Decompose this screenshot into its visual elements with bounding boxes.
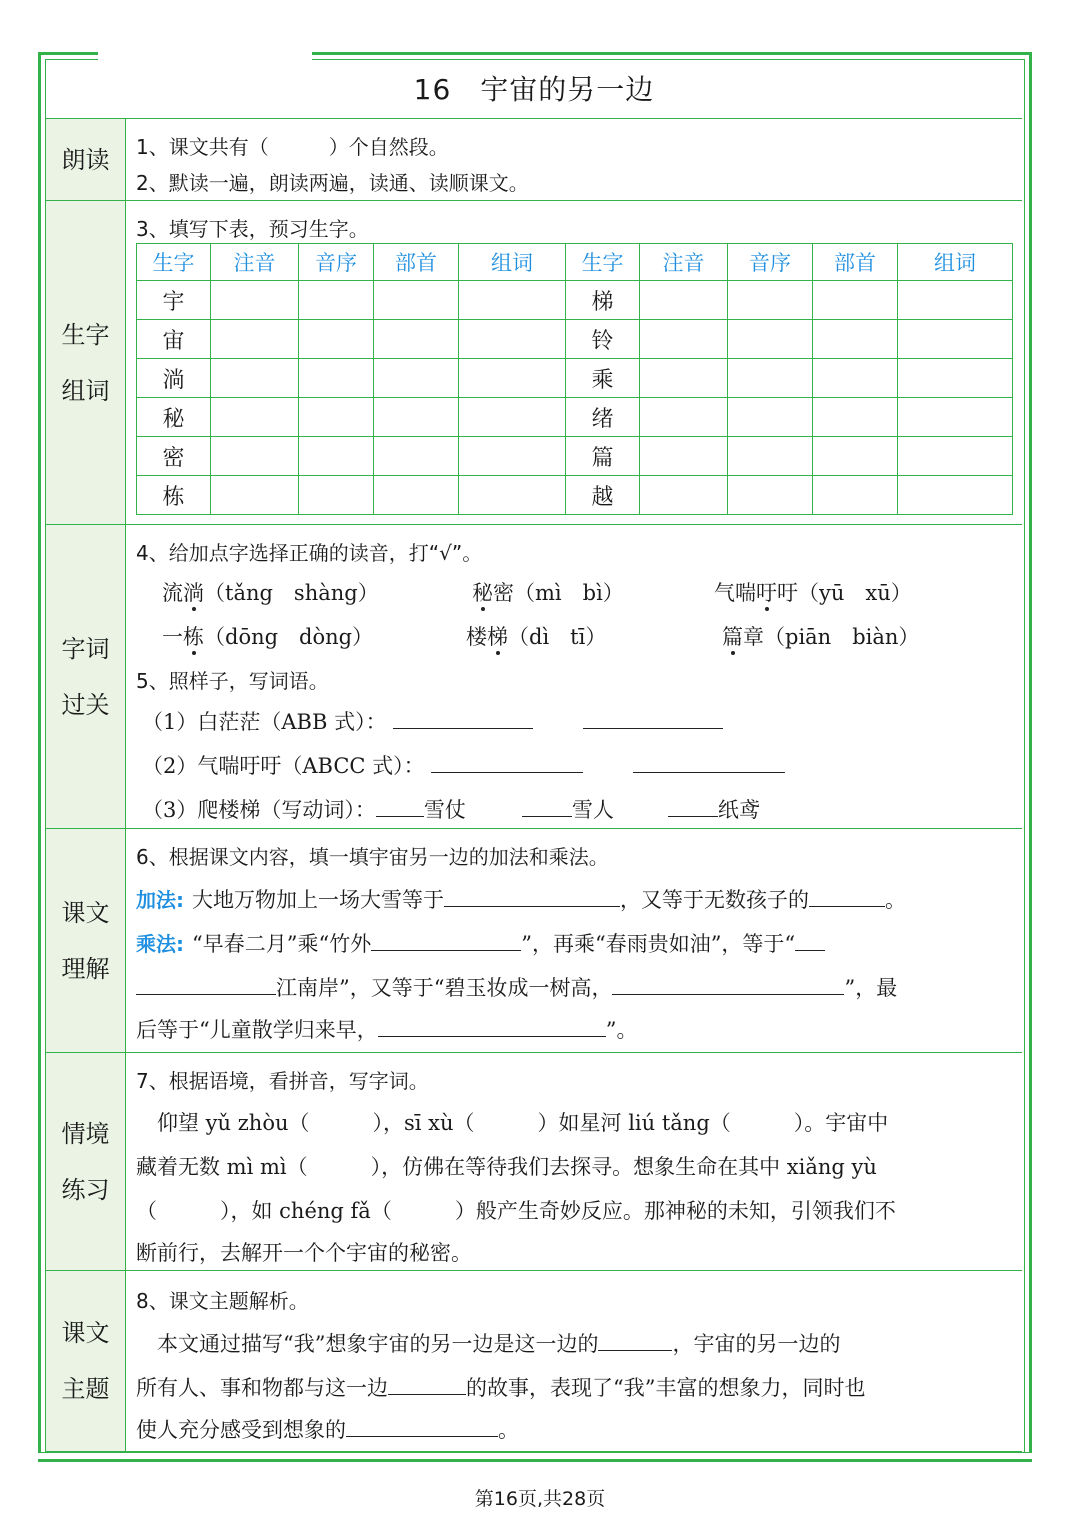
blank-cell[interactable] <box>459 281 566 320</box>
table-row <box>137 476 1013 515</box>
answer-blank[interactable] <box>598 1327 672 1351</box>
blank-cell[interactable] <box>299 281 374 320</box>
dotted-char: 篇 <box>722 625 743 649</box>
header-cell: 音序 <box>299 244 374 281</box>
page-title: 16 宇宙的另一边 <box>413 73 655 106</box>
section-theme <box>46 1270 1022 1452</box>
multiplication-line-3: 后等于“儿童散学归来早， ”。 <box>136 1013 638 1044</box>
section-label <box>46 525 126 828</box>
section-comprehension <box>46 828 1022 1052</box>
char-cell: 淌 <box>137 359 211 398</box>
label-line-1: 字词 <box>61 634 110 663</box>
header-cell: 部首 <box>813 244 898 281</box>
blank-cell[interactable] <box>211 320 299 359</box>
example-line-3: （3）爬楼梯（写动词）： 雪仗 雪人 纸鸢 <box>142 793 760 824</box>
char-cell: 宙 <box>137 320 211 359</box>
blank-cell[interactable] <box>640 281 728 320</box>
blank-cell[interactable] <box>813 359 898 398</box>
char-cell: 篇 <box>566 437 640 476</box>
blank-cell[interactable] <box>459 359 566 398</box>
dotted-char: 吁 <box>756 581 777 605</box>
label-line-2: 组词 <box>61 376 110 405</box>
blank-cell[interactable] <box>640 476 728 515</box>
blank-cell[interactable] <box>898 281 1013 320</box>
blank-cell[interactable] <box>813 476 898 515</box>
pinyin-item: 楼梯（dì tī） <box>466 625 607 649</box>
char-cell: 绪 <box>566 398 640 437</box>
blank-cell[interactable] <box>728 398 813 437</box>
pinyin-item: 一栋（dōng dòng） <box>162 625 374 649</box>
section-label <box>46 1053 126 1270</box>
blank-cell[interactable] <box>898 476 1013 515</box>
blank-cell[interactable] <box>728 359 813 398</box>
section-label <box>46 201 126 524</box>
blank-cell[interactable] <box>898 398 1013 437</box>
header-cell: 部首 <box>374 244 459 281</box>
question-2: 2、默读一遍，朗读两遍，读通、读顺课文。 <box>136 171 529 195</box>
pinyin-options[interactable]: （tǎng shàng） <box>204 581 379 605</box>
answer-blank[interactable] <box>583 705 723 729</box>
answer-blank[interactable] <box>795 927 825 951</box>
label-line-1: 生字 <box>61 320 110 349</box>
char-cell: 铃 <box>566 320 640 359</box>
char-cell: 梯 <box>566 281 640 320</box>
char-cell: 密 <box>137 437 211 476</box>
answer-blank[interactable] <box>444 883 620 907</box>
blank-cell[interactable] <box>813 320 898 359</box>
blank-cell[interactable] <box>299 437 374 476</box>
dotted-char: 秘 <box>472 581 493 605</box>
blank-cell[interactable] <box>459 437 566 476</box>
pinyin-options[interactable]: （piān biàn） <box>764 625 920 649</box>
blank-cell[interactable] <box>813 281 898 320</box>
blank-cell[interactable] <box>898 437 1013 476</box>
example-line-1: （1）白茫茫（ABB 式）： <box>142 705 723 736</box>
pinyin-options[interactable]: （yū xū） <box>798 581 912 605</box>
blank-cell[interactable] <box>640 320 728 359</box>
frame-bottom <box>38 1452 1032 1462</box>
answer-blank[interactable] <box>393 705 533 729</box>
blank-cell[interactable] <box>459 398 566 437</box>
answer-blank[interactable] <box>346 1413 498 1437</box>
section-label <box>46 119 126 200</box>
header-cell: 注音 <box>640 244 728 281</box>
blank-cell[interactable] <box>374 437 459 476</box>
passage-line: 仰望 yǔ zhòu（ ），sī xù（ ）如星河 liú tǎng（ ）。宇宙中 <box>136 1111 889 1135</box>
question-4: 4、给加点字选择正确的读音，打“√”。 <box>136 541 483 565</box>
example-line-2: （2）气喘吁吁（ABCC 式）： <box>142 749 785 780</box>
table-row <box>137 398 1013 437</box>
blank-cell[interactable] <box>374 320 459 359</box>
dotted-char: 栋 <box>183 625 204 649</box>
label-line-1: 课文 <box>61 898 110 927</box>
blank-cell[interactable] <box>728 320 813 359</box>
answer-blank[interactable] <box>668 793 718 817</box>
multiplication-line-2: 江南岸”，又等于“碧玉妆成一树高， ”，最 <box>136 971 897 1002</box>
label-line-2: 主题 <box>61 1375 110 1403</box>
pinyin-item: 篇章（piān biàn） <box>722 625 920 649</box>
addition-label: 加法: <box>136 888 184 913</box>
dotted-char: 淌 <box>183 581 204 605</box>
label-line-2: 理解 <box>61 954 110 983</box>
pinyin-options[interactable]: （dōng dòng） <box>204 625 374 649</box>
section-vocabulary <box>46 524 1022 828</box>
question-5: 5、照样子，写词语。 <box>136 669 329 693</box>
answer-blank[interactable] <box>612 971 844 995</box>
blank-cell[interactable] <box>211 476 299 515</box>
section-reading <box>46 118 1022 200</box>
blank-cell[interactable] <box>211 398 299 437</box>
blank-cell[interactable] <box>640 359 728 398</box>
blank-cell[interactable] <box>640 437 728 476</box>
label-line-1: 情境 <box>61 1119 110 1148</box>
addition-line: 加法: 大地万物加上一场大雪等于 ，又等于无数孩子的 。 <box>136 883 906 914</box>
passage-line: 断前行，去解开一个个宇宙的秘密。 <box>136 1241 472 1265</box>
answer-blank[interactable] <box>136 971 276 995</box>
answer-blank[interactable] <box>378 1013 606 1037</box>
question-7: 7、根据语境，看拼音，写字词。 <box>136 1069 429 1093</box>
char-cell: 乘 <box>566 359 640 398</box>
char-cell: 宇 <box>137 281 211 320</box>
label-line-2: 练习 <box>61 1175 110 1204</box>
section-context-practice <box>46 1052 1022 1270</box>
answer-blank[interactable] <box>371 927 521 951</box>
label-line-1: 朗读 <box>61 145 110 174</box>
theme-line-1: 本文通过描写“我”想象宇宙的另一边是这一边的 ，宇宙的另一边的 <box>136 1327 840 1358</box>
pinyin-item: 气喘吁吁（yū xū） <box>714 581 912 605</box>
section-label <box>46 829 126 1052</box>
answer-blank[interactable] <box>633 749 785 773</box>
answer-blank[interactable] <box>522 793 572 817</box>
table-header-row <box>137 244 1013 281</box>
answer-blank[interactable] <box>431 749 583 773</box>
char-cell: 越 <box>566 476 640 515</box>
theme-line-2: 所有人、事和物都与这一边 的故事，表现了“我”丰富的想象力，同时也 <box>136 1371 865 1402</box>
blank-cell[interactable] <box>299 476 374 515</box>
pinyin-options[interactable]: （mì bì） <box>514 581 624 605</box>
label-line-2: 过关 <box>61 690 110 719</box>
page-number: 第16页,共28页 <box>474 1488 606 1510</box>
multiplication-label: 乘法: <box>136 932 184 957</box>
header-cell: 音序 <box>728 244 813 281</box>
blank-cell[interactable] <box>299 359 374 398</box>
character-table <box>136 243 1013 515</box>
blank-cell[interactable] <box>299 398 374 437</box>
answer-blank[interactable] <box>809 883 885 907</box>
blank-cell[interactable] <box>374 398 459 437</box>
table-row <box>137 437 1013 476</box>
blank-cell[interactable] <box>211 281 299 320</box>
passage-line: 藏着无数 mì mì（ ），仿佛在等待我们去探寻。想象生命在其中 xiǎng yù <box>136 1155 877 1179</box>
question-6: 6、根据课文内容，填一填宇宙另一边的加法和乘法。 <box>136 845 609 869</box>
header-cell: 生字 <box>137 244 211 281</box>
question-1: 1、课文共有（ ）个自然段。 <box>136 135 449 159</box>
blank-cell[interactable] <box>728 437 813 476</box>
blank-cell[interactable] <box>374 281 459 320</box>
theme-line-3: 使人充分感受到想象的 。 <box>136 1413 519 1444</box>
blank-cell[interactable] <box>459 320 566 359</box>
table-row <box>137 281 1013 320</box>
blank-cell[interactable] <box>640 398 728 437</box>
blank-cell[interactable] <box>728 476 813 515</box>
passage-line: （ ），如 chéng fǎ（ ）般产生奇妙反应。那神秘的未知，引领我们不 <box>136 1199 896 1223</box>
blank-cell[interactable] <box>898 320 1013 359</box>
question-8: 8、课文主题解析。 <box>136 1289 309 1313</box>
header-cell: 组词 <box>459 244 566 281</box>
section-characters <box>46 200 1022 524</box>
char-cell: 秘 <box>137 398 211 437</box>
blank-cell[interactable] <box>211 359 299 398</box>
blank-cell[interactable] <box>211 437 299 476</box>
answer-blank[interactable] <box>388 1371 466 1395</box>
blank-cell[interactable] <box>813 437 898 476</box>
char-cell: 栋 <box>137 476 211 515</box>
header-cell: 生字 <box>566 244 640 281</box>
pinyin-item: 流淌（tǎng shàng） <box>162 581 379 605</box>
blank-cell[interactable] <box>299 320 374 359</box>
blank-cell[interactable] <box>374 476 459 515</box>
answer-blank[interactable] <box>376 793 424 817</box>
pinyin-options[interactable]: （dì tī） <box>508 625 607 649</box>
blank-cell[interactable] <box>459 476 566 515</box>
table-row <box>137 359 1013 398</box>
blank-cell[interactable] <box>898 359 1013 398</box>
label-line-1: 课文 <box>61 1319 110 1347</box>
question-3: 3、填写下表，预习生字。 <box>136 217 369 241</box>
header-cell: 注音 <box>211 244 299 281</box>
pinyin-item: 秘密（mì bì） <box>472 581 624 605</box>
blank-cell[interactable] <box>813 398 898 437</box>
dotted-char: 梯 <box>487 625 508 649</box>
header-cell: 组词 <box>898 244 1013 281</box>
blank-cell[interactable] <box>374 359 459 398</box>
section-label <box>46 1271 126 1451</box>
blank-cell[interactable] <box>728 281 813 320</box>
table-row <box>137 320 1013 359</box>
multiplication-line: 乘法: “早春二月”乘“竹外 ”，再乘“春雨贵如油”，等于“ <box>136 927 825 958</box>
